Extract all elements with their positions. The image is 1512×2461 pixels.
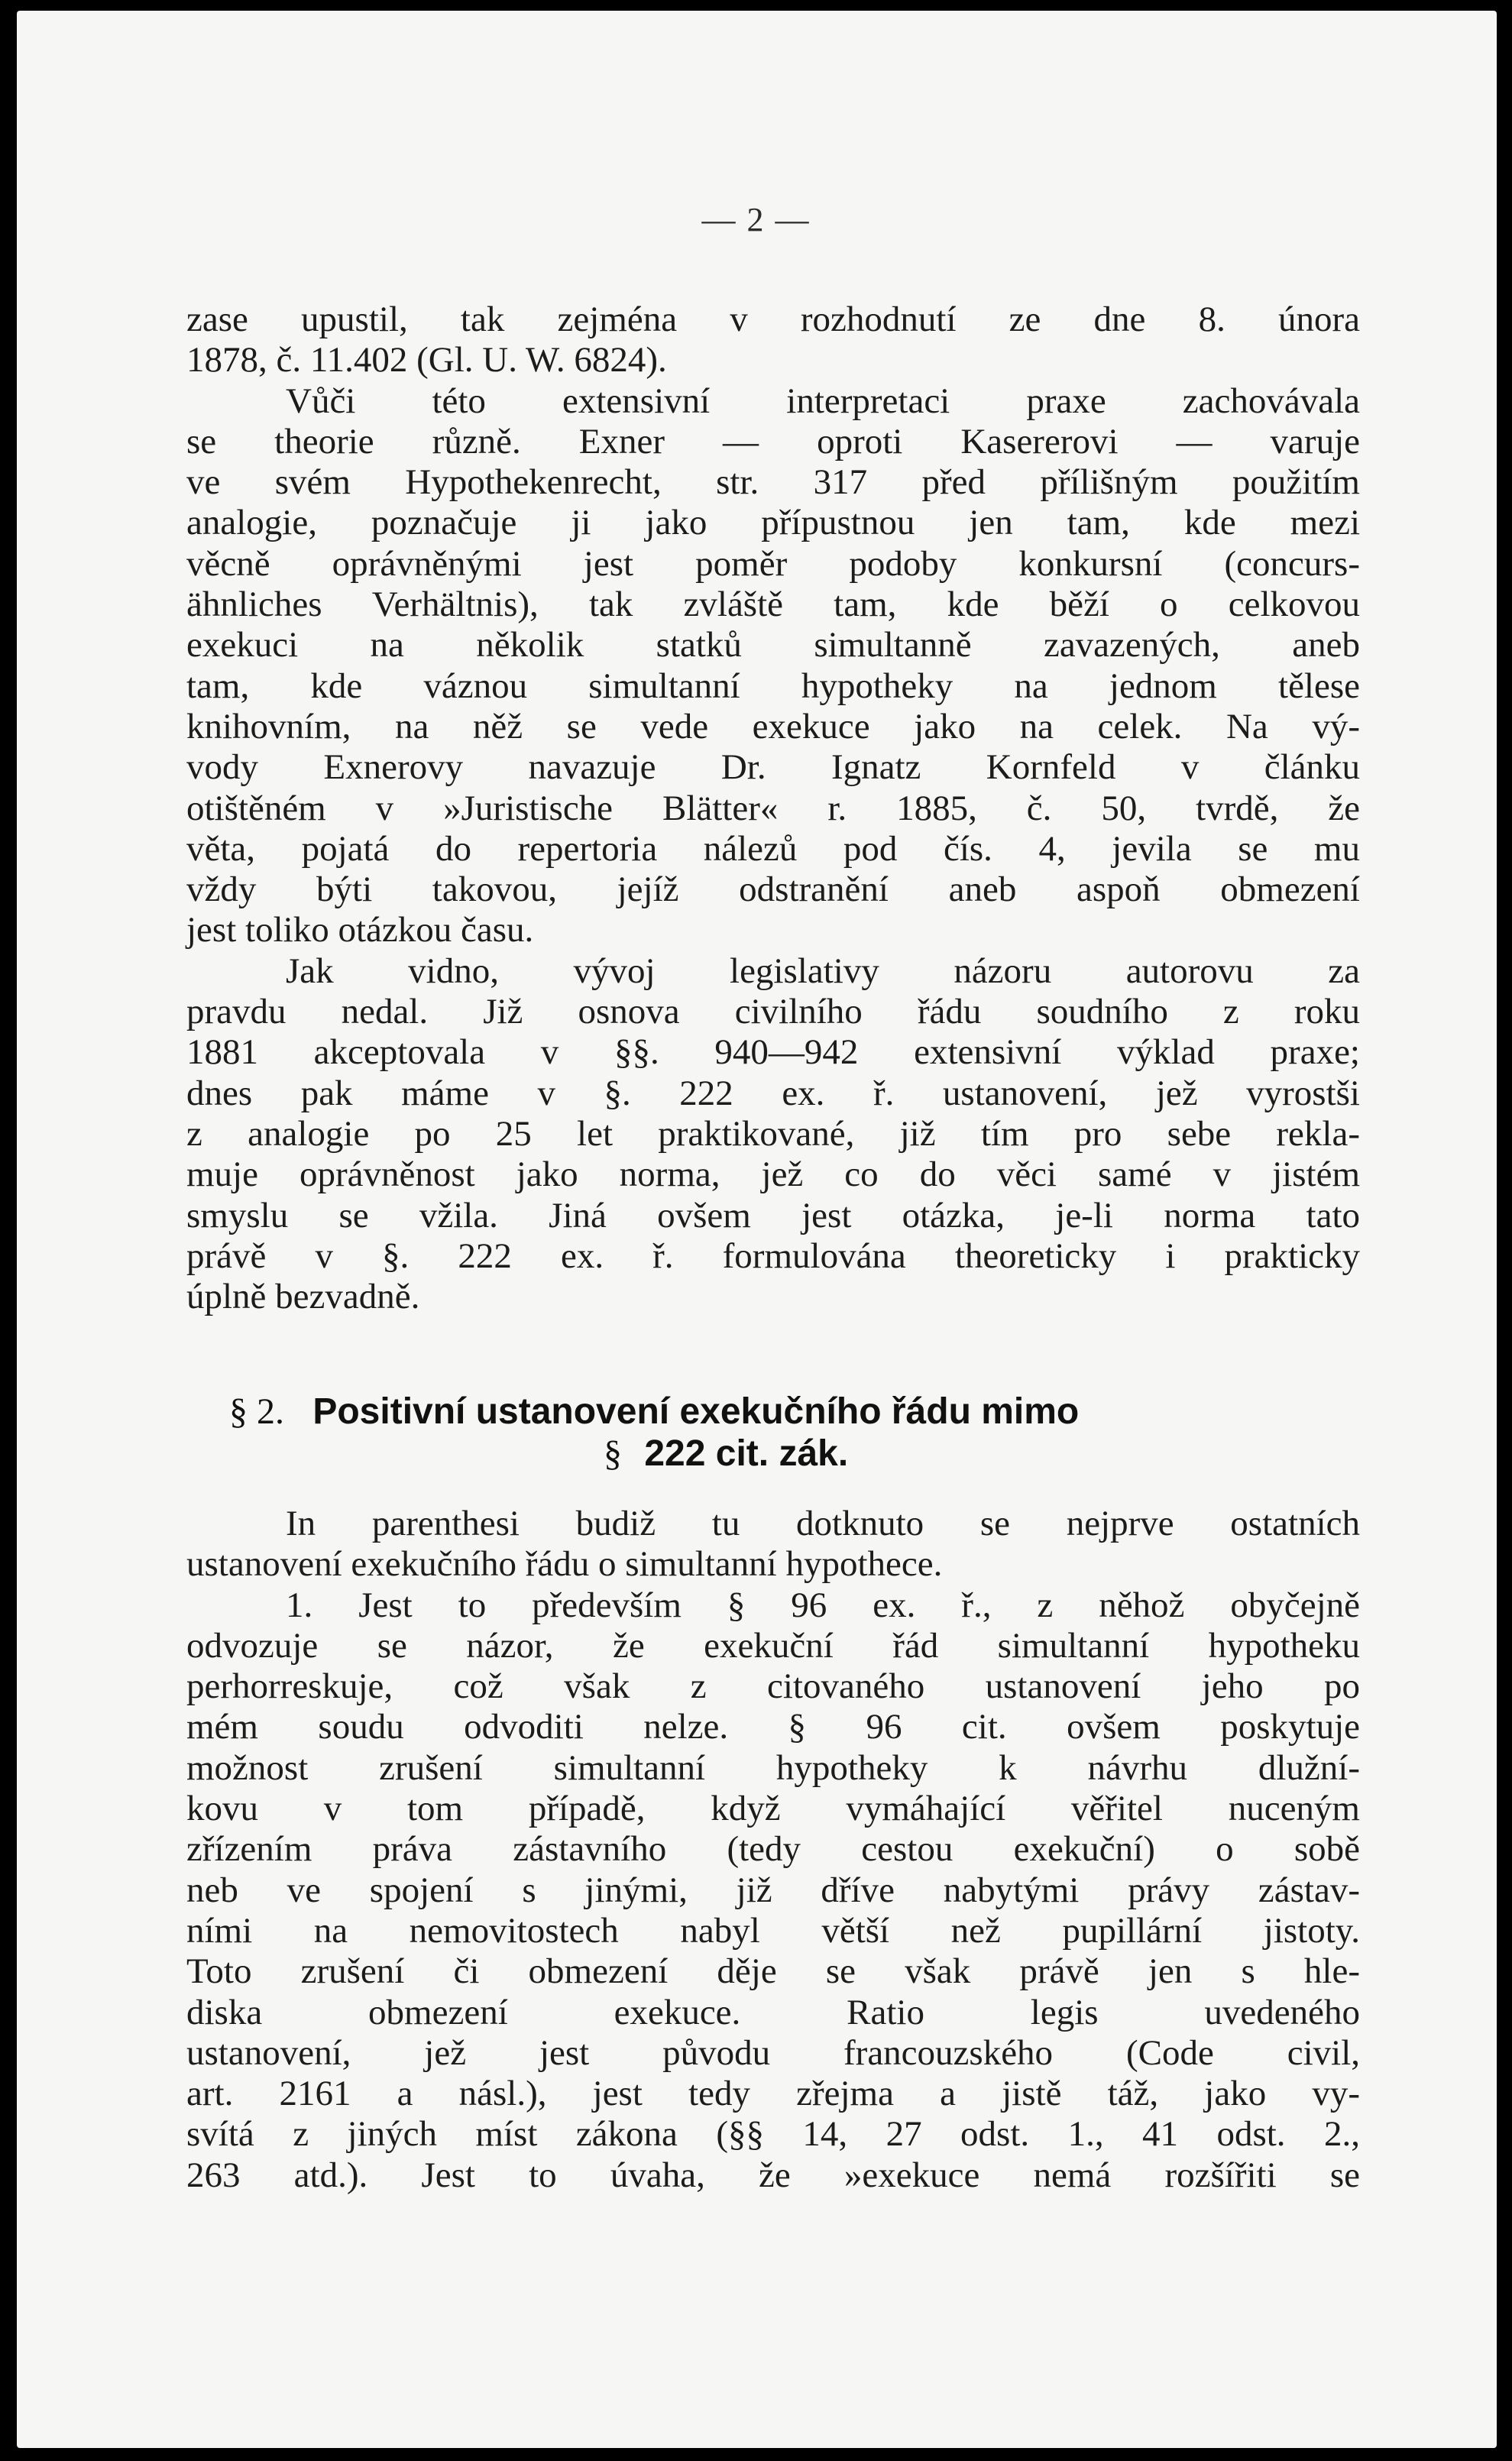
- text-line: Toto zrušení či obmezení děje se však právě jen s hle-: [186, 1951, 1360, 1992]
- text-line: smyslu se vžila. Jiná ovšem jest otázka, je-li norma tato: [186, 1195, 1360, 1235]
- text-line: Vůči této extensivní interpretaci praxe zachovávala: [286, 380, 1360, 421]
- text-line: ve svém Hypothekenrecht, str. 317 před přílišným použitím: [186, 462, 1360, 503]
- text-line: vždy býti takovou, jejíž odstranění aneb aspoň obmezení: [186, 869, 1360, 910]
- text-line: diska obmezení exekuce. Ratio legis uvedeného: [186, 1992, 1360, 2032]
- text-line: dnes pak máme v §. 222 ex. ř. ustanovení, jež vyrostši: [186, 1073, 1360, 1113]
- text-line: ustanovení, jež jest původu francouzského (Code civil,: [186, 2032, 1360, 2073]
- text-line: věcně oprávněnými jest poměr podoby konkursní (concurs-: [186, 543, 1360, 584]
- text-line: ustanovení exekučního řádu o simultanní hypothece.: [186, 1544, 943, 1585]
- text-line: z analogie po 25 let praktikované, již tím pro sebe rekla-: [186, 1113, 1360, 1154]
- text-line: možnost zrušení simultanní hypotheky k návrhu dlužní-: [186, 1747, 1360, 1788]
- body-text-after-heading: [186, 1504, 1360, 2196]
- text-line: knihovním, na něž se vede exekuce jako na celek. Na vý-: [186, 706, 1360, 746]
- section-title: Positivní ustanovení exekučního řádu mimo: [312, 1391, 1080, 1432]
- text-line: art. 2161 a násl.), jest tedy zřejma a jistě táž, jako vy-: [186, 2074, 1360, 2114]
- text-line: zase upustil, tak zejména v rozhodnutí ze dne 8. února: [186, 300, 1360, 339]
- section-sign: §: [604, 1433, 622, 1474]
- text-line: 1881 akceptovala v §§. 940—942 extensivní výklad praxe;: [186, 1032, 1360, 1073]
- text-line: ními na nemovitostech nabyl větší než pupillární jistoty.: [186, 1910, 1360, 1951]
- text-line: 1. Jest to především § 96 ex. ř., z něhož obyčejně: [286, 1585, 1360, 1625]
- text-line: jest toliko otázkou času.: [186, 910, 534, 950]
- text-line: ähnliches Verhältnis), tak zvláště tam, kde běží o celkovou: [186, 584, 1360, 625]
- text-line: zřízením práva zástavního (tedy cestou exekuční) o sobě: [186, 1829, 1360, 1870]
- text-line: věta, pojatá do repertoria nálezů pod čís. 4, jevila se mu: [186, 828, 1360, 869]
- text-line: 1878, č. 11.402 (Gl. U. W. 6824).: [186, 340, 667, 380]
- text-line: exekuci na několik statků simultanně zavazených, aneb: [186, 625, 1360, 665]
- text-line: tam, kde váznou simultanní hypotheky na jednom tělese: [186, 665, 1360, 706]
- text-line: muje oprávněnost jako norma, jež co do věci samé v jistém: [186, 1154, 1360, 1195]
- text-line: mém soudu odvoditi nelze. § 96 cit. ovšem poskytuje: [186, 1707, 1360, 1747]
- section-heading-line-2: [0, 1433, 1512, 1475]
- page-number: — 2 —: [701, 201, 811, 238]
- text-line: Jak vidno, vývoj legislativy názoru autorovu za: [286, 950, 1360, 991]
- text-line: 263 atd.). Jest to úvaha, že »exekuce nemá rozšířiti se: [186, 2155, 1360, 2195]
- text-line: úplně bezvadně.: [186, 1277, 420, 1317]
- section-number: § 2.: [229, 1391, 284, 1432]
- text-line: analogie, poznačuje ji jako přípustnou jen tam, kde mezi: [186, 503, 1360, 543]
- text-line: kovu v tom případě, když vymáhající věřitel nuceným: [186, 1789, 1360, 1829]
- text-line: právě v §. 222 ex. ř. formulována theoreticky i prakticky: [186, 1235, 1360, 1276]
- text-line: svítá z jiných míst zákona (§§ 14, 27 odst. 1., 41 odst. 2.,: [186, 2114, 1360, 2155]
- text-line: In parenthesi budiž tu dotknuto se nejprve ostatních: [286, 1504, 1360, 1543]
- text-line: vody Exnerovy navazuje Dr. Ignatz Kornfeld v článku: [186, 747, 1360, 788]
- text-line: perhorreskuje, což však z citovaného ustanovení jeho po: [186, 1666, 1360, 1707]
- section-title-continued: 222 cit. zák.: [644, 1433, 849, 1474]
- section-heading-line-1: [0, 1391, 1512, 1433]
- text-line: odvozuje se názor, že exekuční řád simultanní hypotheku: [186, 1625, 1360, 1666]
- text-line: neb ve spojení s jinými, již dříve nabytými právy zástav-: [186, 1870, 1360, 1910]
- body-text-before-heading: [186, 300, 1360, 1317]
- text-line: pravdu nedal. Již osnova civilního řádu soudního z roku: [186, 992, 1360, 1032]
- text-line: se theorie různě. Exner — oproti Kasererovi — varuje: [186, 421, 1360, 461]
- text-line: otištěném v »Juristische Blätter« r. 1885, č. 50, tvrdě, že: [186, 788, 1360, 828]
